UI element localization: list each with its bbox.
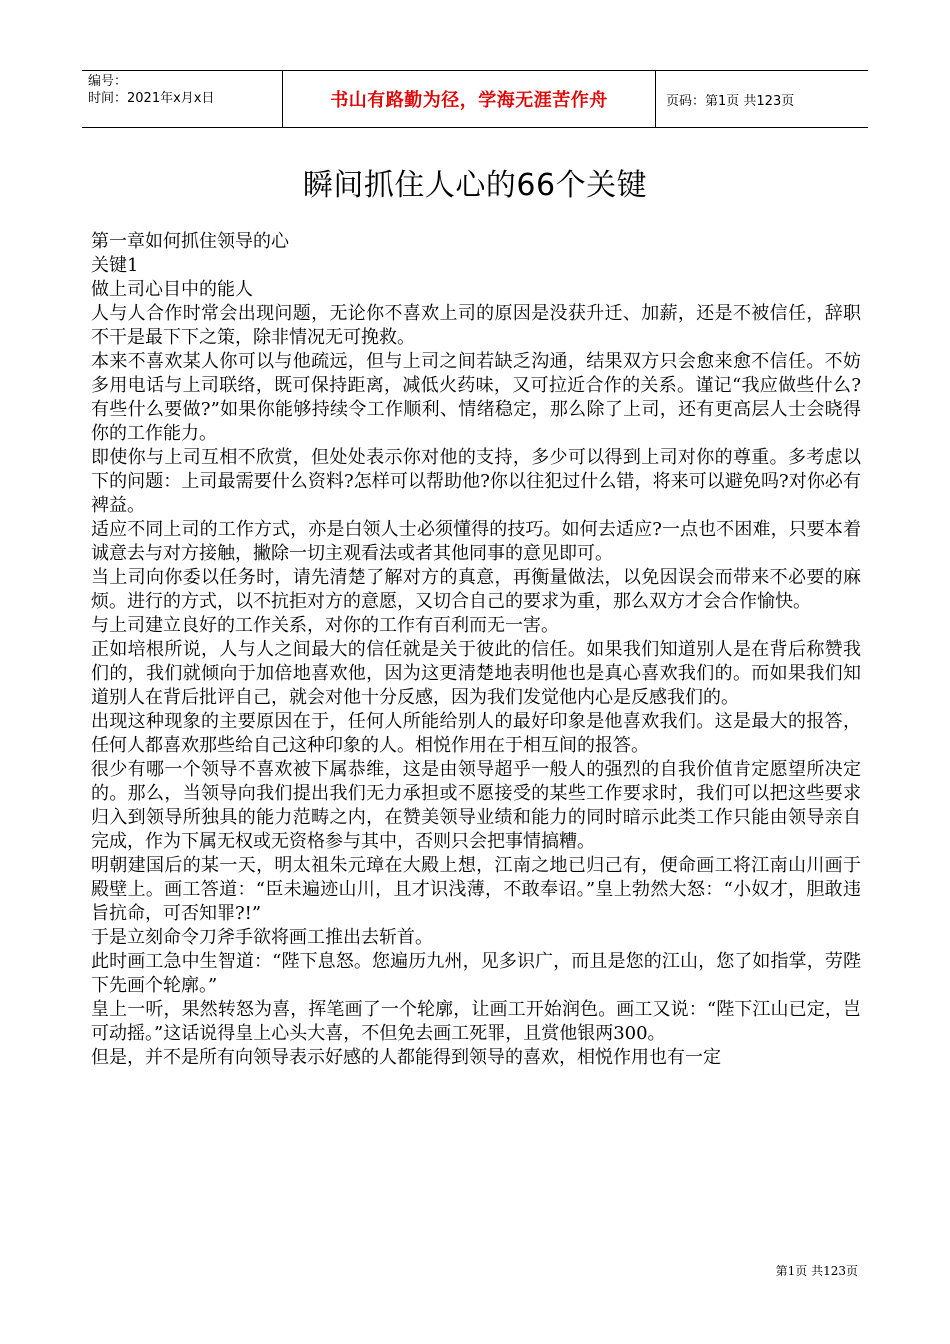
paragraph: 适应不同上司的工作方式，亦是白领人士必须懂得的技巧。如何去适应?一点也不困难，只要本着诚意去与对方接触，撇除一切主观看法或者其他同事的意见即可。 bbox=[91, 519, 861, 564]
paragraph: 于是立刻命令刀斧手欲将画工推出去斩首。 bbox=[91, 927, 433, 948]
page-footer: 第1页 共123页 bbox=[775, 1264, 858, 1278]
document-body bbox=[91, 230, 861, 1070]
paragraph: 即使你与上司互相不欣赏，但处处表示你对他的支持，多少可以得到上司对你的尊重。多考虑以下的问题：上司最需要什么资料?怎样可以帮助他?你以往犯过什么错，将来可以避免吗?对你必有裨益。 bbox=[91, 447, 861, 516]
paragraph: 很少有哪一个领导不喜欢被下属恭维，这是由领导超乎一般人的强烈的自我价值肯定愿望所决定的。那么，当领导向我们提出我们无力承担或不愿接受的某些工作要求时，我们可以把这些要求归入到领导所独具的能力范畴之内，在赞美领导业绩和能力的同时暗示此类工作只能由领导亲自完成，作为下属无权或无资格参与其中，否则只会把事情搞糟。 bbox=[91, 759, 861, 852]
paragraph: 此时画工急中生智道：“陛下息怒。您遍历九州，见多识广，而且是您的江山，您了如指掌，劳陛下先画个轮廓。” bbox=[91, 951, 861, 996]
paragraph: 出现这种现象的主要原因在于，任何人所能给别人的最好印象是他喜欢我们。这是最大的报答，任何人都喜欢那些给自己这种印象的人。相悦作用在于相互间的报答。 bbox=[91, 711, 861, 756]
number-label: 编号： bbox=[88, 74, 128, 89]
paragraph: 正如培根所说，人与人之间最大的信任就是关于彼此的信任。如果我们知道别人是在背后称赞我们的，我们就倾向于加倍地喜欢他，因为这更清楚地表明他也是真心喜欢我们的。而如果我们知道别人在背后批评自己，就会对他十分反感，因为我们发觉他内心是反感我们的。 bbox=[91, 639, 861, 708]
paragraph: 皇上一听，果然转怒为喜，挥笔画了一个轮廓，让画工开始润色。画工又说：“陛下江山已定，岂可动摇。”这话说得皇上心头大喜，不但免去画工死罪，且赏他银两300。 bbox=[91, 999, 861, 1044]
paragraph: 人与人合作时常会出现问题，无论你不喜欢上司的原因是没获升迁、加薪，还是不被信任，辞职不干是最下下之策，除非情况无可挽救。 bbox=[91, 303, 861, 348]
time-label: 时间：2021年x月x日 bbox=[88, 91, 215, 106]
paragraph: 与上司建立良好的工作关系，对你的工作有百利而无一害。 bbox=[91, 615, 559, 636]
paragraph: 当上司向你委以任务时，请先清楚了解对方的真意，再衡量做法，以免因误会而带来不必要的麻烦。进行的方式，以不抗拒对方的意愿，又切合自己的要求为重，那么双方才会合作愉快。 bbox=[91, 567, 861, 612]
paragraph: 明朝建国后的某一天，明太祖朱元璋在大殿上想，江南之地已归己有，便命画工将江南山川画于殿壁上。画工答道：“臣未遍迹山川，且才识浅薄，不敢奉诏。”皇上勃然大怒：“小奴才，胆敢违旨抗命，可否知罪?!” bbox=[91, 855, 861, 924]
header-table bbox=[82, 70, 868, 128]
header-meta-cell bbox=[82, 71, 283, 127]
paragraph: 本来不喜欢某人你可以与他疏远，但与上司之间若缺乏沟通，结果双方只会愈来愈不信任。不妨多用电话与上司联络，既可保持距离，减低火药味，又可拉近合作的关系。谨记“我应做些什么?有些什么要做?”如果你能够持续令工作顺利、情绪稳定，那么除了上司，还有更高层人士会晓得你的工作能力。 bbox=[91, 351, 861, 444]
paragraph: 但是，并不是所有向领导表示好感的人都能得到领导的喜欢，相悦作用也有一定 bbox=[91, 1047, 721, 1068]
page-code: 页码：第1页 共123页 bbox=[666, 93, 795, 109]
paragraph: 做上司心目中的能人 bbox=[91, 279, 253, 300]
motto: 书山有路勤为径，学海无涯苦作舟 bbox=[283, 71, 656, 127]
paragraph: 第一章如何抓住领导的心 bbox=[91, 231, 289, 252]
document-title: 瞬间抓住人心的66个关键 bbox=[302, 168, 648, 203]
paragraph: 关键1 bbox=[91, 255, 139, 276]
